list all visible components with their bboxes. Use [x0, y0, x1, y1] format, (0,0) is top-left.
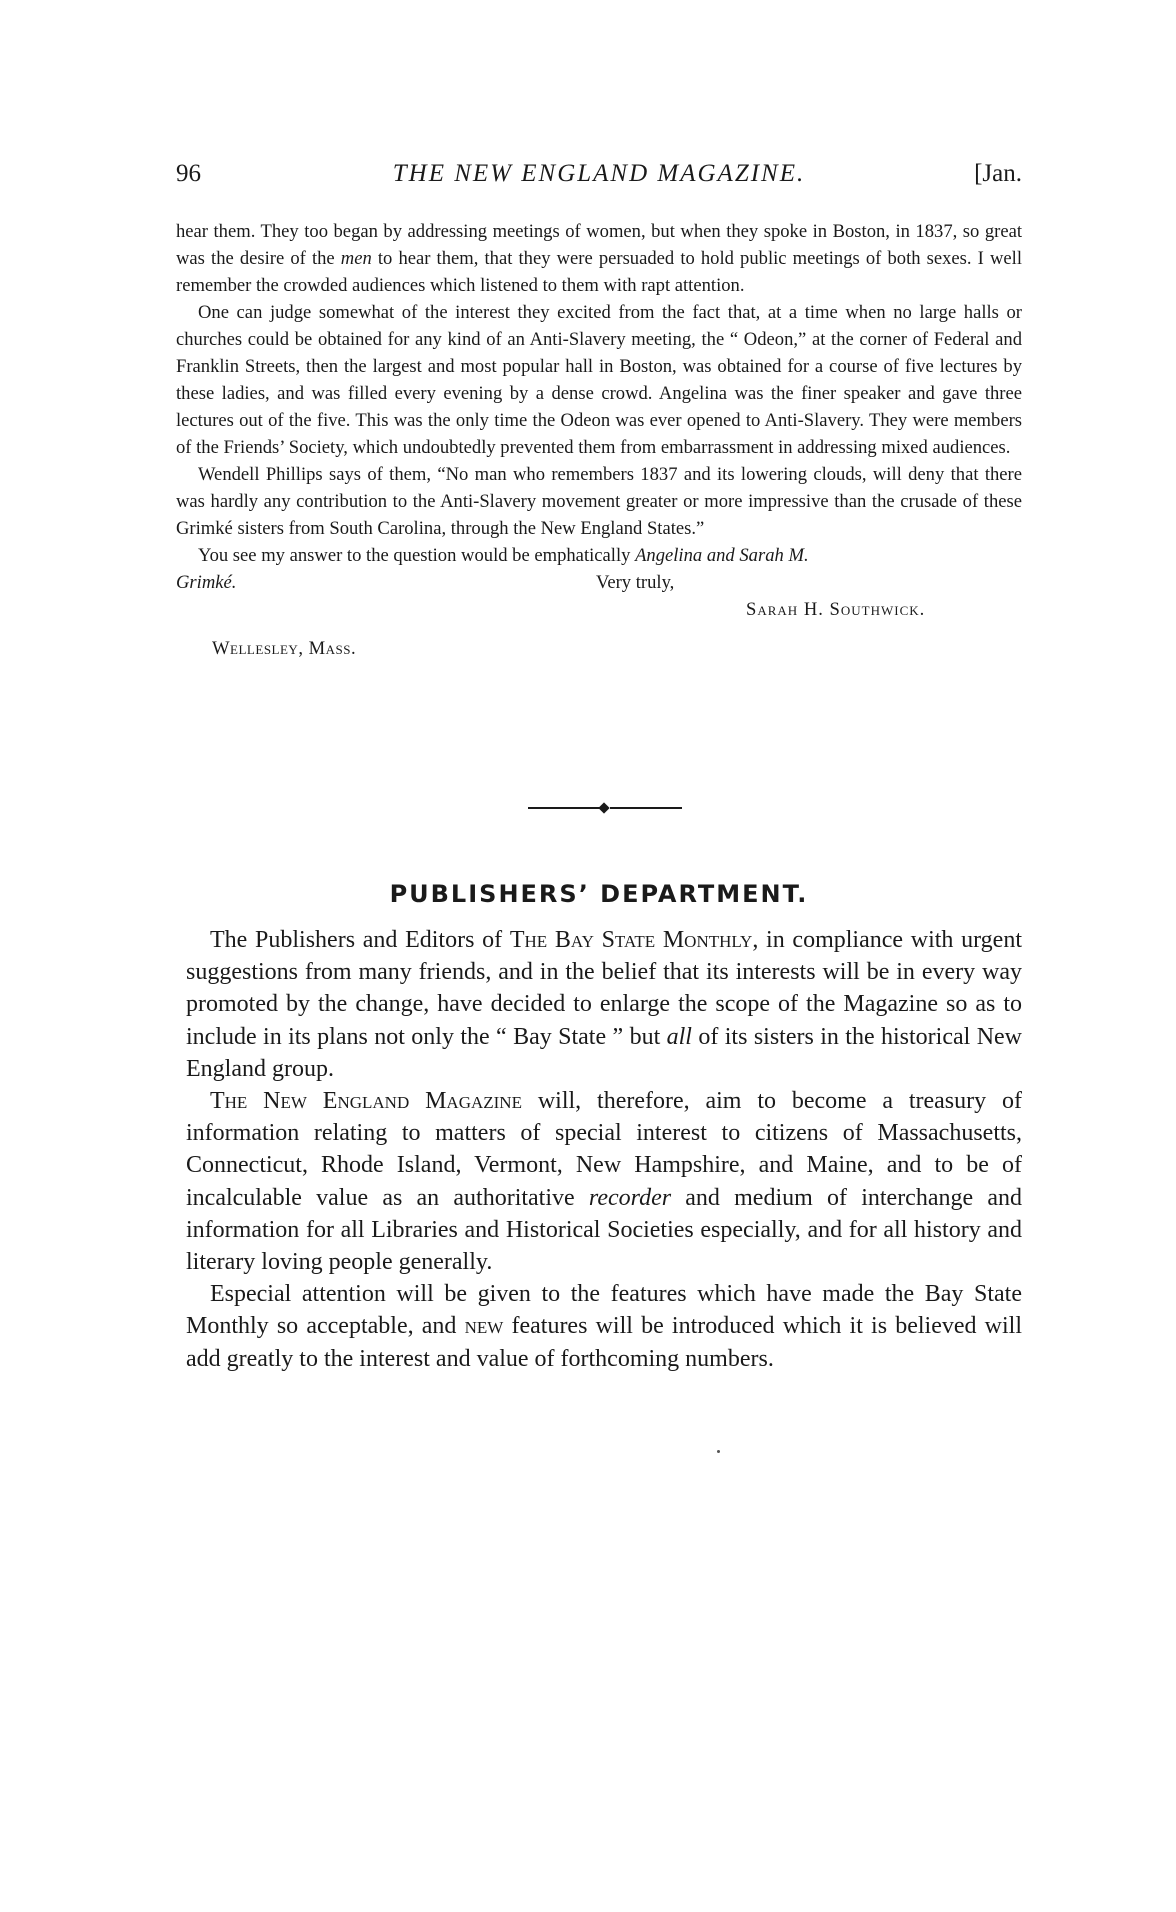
- signature-name: Sarah H. Southwick.: [746, 599, 926, 620]
- divider-line-right: [610, 807, 682, 809]
- small-caps-run: The New England Magazine: [210, 1088, 522, 1115]
- section-heading: PUBLISHERS’ DEPARTMENT.: [389, 880, 809, 908]
- italic-run: men: [340, 248, 372, 269]
- print-speck: [717, 1450, 720, 1453]
- publishers-paragraph-2: [186, 1085, 1022, 1278]
- text-run: You see my answer to the question would be emphatically: [198, 545, 636, 566]
- publishers-paragraph-3: [186, 1278, 1022, 1375]
- text-run: of its sisters in the historical New England group.: [186, 1023, 1023, 1082]
- place-name: Wellesley, Mass.: [212, 638, 357, 659]
- text-run: hear them. They too began by addressing meetings of women, but when they spoke in Boston, in 1837, so great was the desire of the: [176, 221, 1022, 269]
- text-run: features will be introduced which it is believed will add greatly to the interest and value of forthcoming numbers.: [186, 1313, 1023, 1372]
- text-run: to hear them, that they were persuaded to hold public meetings of both sexes. I well remember the crowded audiences which listened to them with rapt attention.: [176, 248, 1022, 296]
- publishers-department: [186, 924, 1022, 1375]
- small-caps-run: new: [464, 1313, 504, 1340]
- italic-run: recorder: [588, 1184, 672, 1211]
- italic-run: all: [666, 1023, 692, 1050]
- section-divider-ornament: [528, 806, 682, 810]
- running-head: [176, 160, 1022, 194]
- signature: [176, 596, 1022, 623]
- page-number: 96: [176, 160, 201, 187]
- divider-diamond: [598, 802, 609, 813]
- name-ending: Grimké.: [176, 572, 237, 593]
- letter-continuation: [176, 218, 1022, 662]
- letter-paragraph-3: Wendell Phillips says of them, “No man who remembers 1837 and its lowering clouds, will deny that there was hardly any contribution to the Anti-Slavery movement greater or more impressive than the crusade of these Grimké sisters from South Carolina, through the New England States.”: [176, 464, 1022, 539]
- text-run: The Publishers and Editors of: [210, 927, 510, 953]
- running-month: [Jan.: [974, 160, 1022, 187]
- running-title: THE NEW ENGLAND MAGAZINE.: [392, 160, 806, 187]
- italic-run: Angelina and Sarah M.: [635, 545, 809, 566]
- place: [176, 635, 1022, 662]
- small-caps-run: The Bay State Monthly: [509, 927, 753, 953]
- letter-paragraph-1: [176, 218, 1022, 299]
- letter-paragraph-2: One can judge somewhat of the interest they excited from the fact that, at a time when no large halls or churches could be obtained for any kind of an Anti-Slavery meeting, the “ Odeon,” at the corner of Federal and Franklin Streets, then the largest and most popular hall in Boston, was obtained for a course of five lectures by these ladies, and was filled every evening by a dense crowd. Angelina was the finer speaker and gave three lectures out of the five. This was the only time the Odeon was ever opened to Anti-Slavery. They were members of the Friends’ Society, which undoubtedly prevented them from embarrassment in addressing mixed audiences.: [176, 302, 1022, 458]
- divider-line-left: [528, 807, 600, 809]
- closing-line: [176, 569, 1022, 596]
- text-run: Especial attention will be given to the features which have made the Bay State Monthly so acceptable, and: [186, 1281, 1022, 1340]
- publishers-paragraph-1: [186, 924, 1022, 1085]
- letter-paragraph-4: [176, 542, 1022, 569]
- text-run: , in compliance with urgent suggestions from many friends, and in the belief that its interests will be in every way promoted by the change, have decided to enlarge the scope of the Magazine so as to include in its plans not only the “ Bay State ” but: [186, 927, 1023, 1050]
- text-run: will, therefore, aim to become a treasury of information relating to matters of special interest to citizens of Massachusetts, Connecticut, Rhode Island, Vermont, New Hampshire, and Maine, and to be of incalculable value as an authoritative: [186, 1088, 1022, 1211]
- closing-salutation: Very truly,: [596, 572, 675, 593]
- text-run: and medium of interchange and information for all Libraries and Historical Societies especially, and for all history and literary loving people generally.: [186, 1184, 1023, 1276]
